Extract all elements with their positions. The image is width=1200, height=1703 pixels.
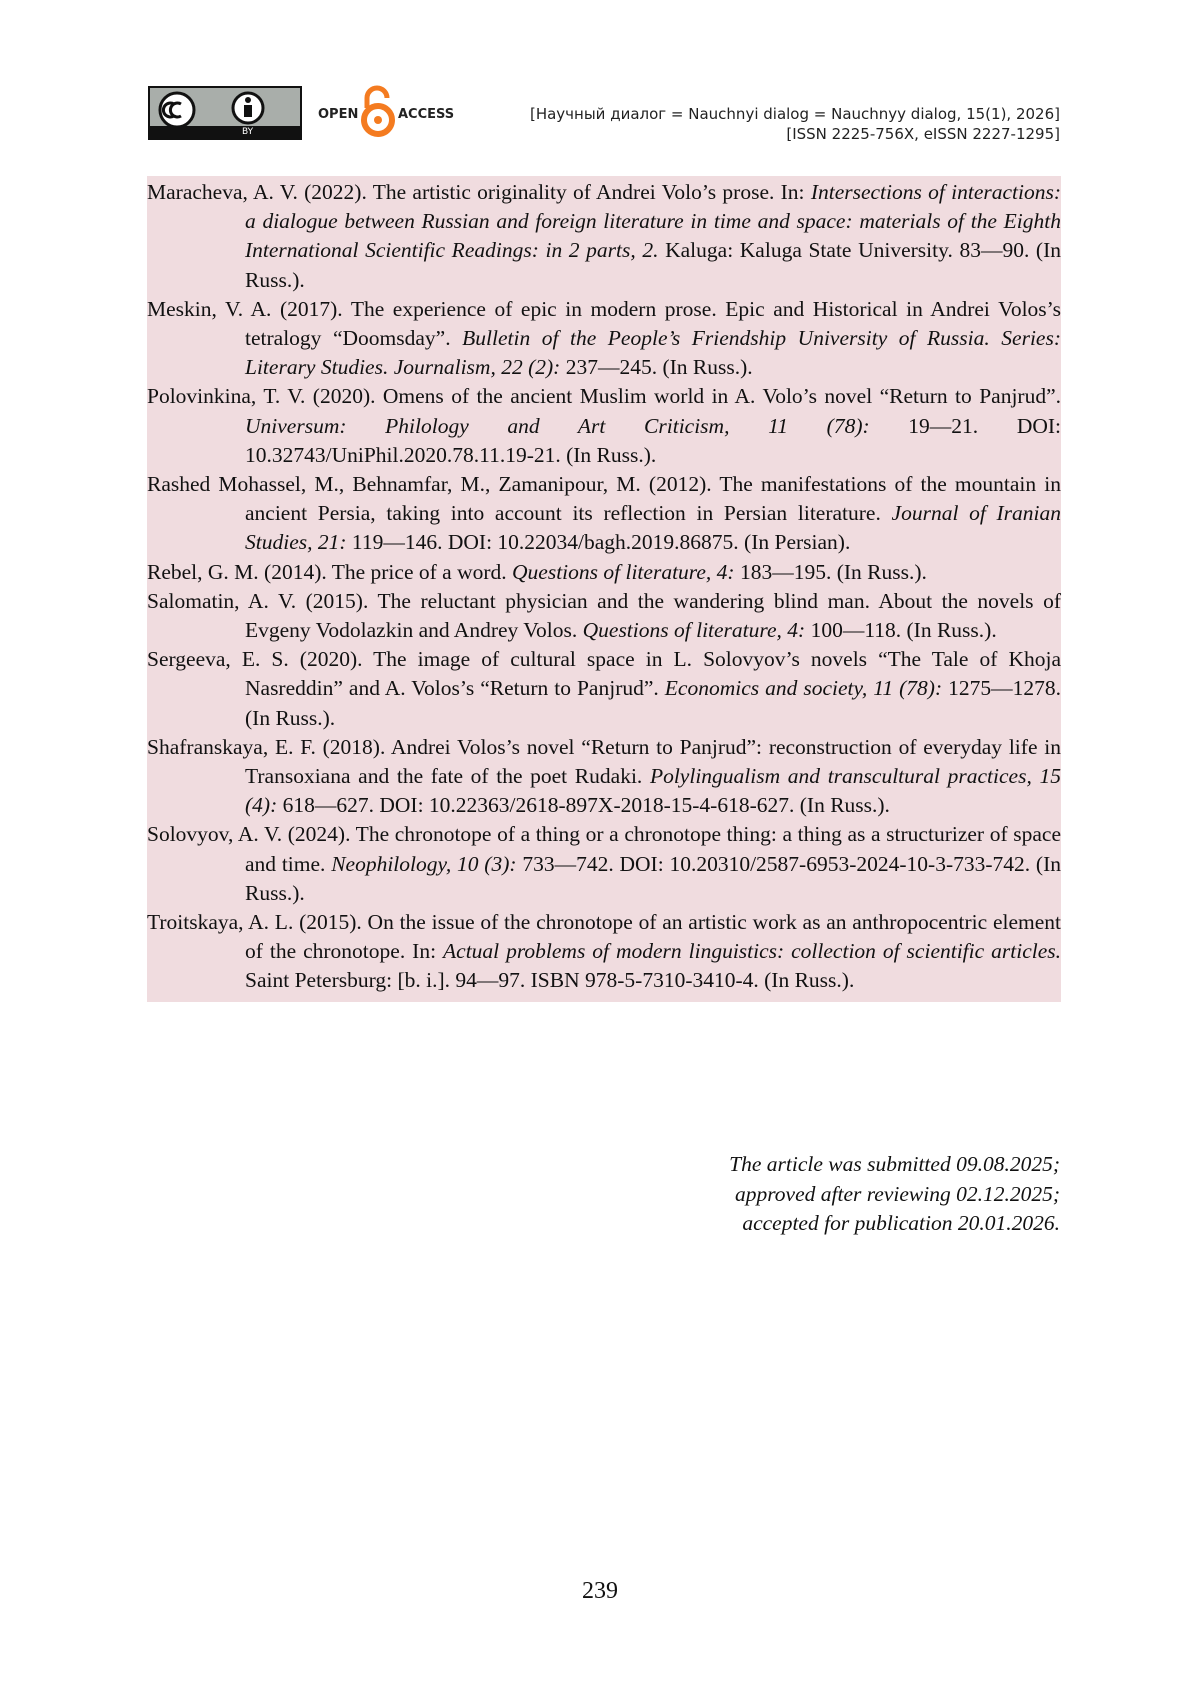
reference-item: Rebel, G. M. (2014). The price of a word. Questions of literature, 4: 183—195. (In Russ.). xyxy=(147,559,927,584)
article-dates xyxy=(729,1150,1060,1239)
reference-item: Shafranskaya, E. F. (2018). Andrei Volos’s novel “Return to Panjrud”: reconstruction of everyday life in Transoxiana and the fate of the poet Rudaki. Polylingualism and transcultural practices, 15 (4): 618—627. DOI: 10.22363/2618-897X-2018-15-4-618-627. (In Russ.). xyxy=(147,734,1061,818)
page-number: 239 xyxy=(582,1578,618,1604)
journal-meta xyxy=(530,104,1060,144)
approved-date: approved after reviewing 02.12.2025; xyxy=(734,1181,1060,1206)
accepted-date: accepted for publication 20.01.2026. xyxy=(742,1211,1060,1235)
journal-citation-line: [Научный диалог = Nauchnyi dialog = Nauchnyy dialog, 15(1), 2026] xyxy=(529,105,1060,123)
cc-by-license-badge[interactable] xyxy=(148,86,302,140)
by-label: BY xyxy=(150,126,300,138)
creative-commons-icon xyxy=(150,88,300,128)
reference-item: Meskin, V. A. (2017). The experience of epic in modern prose. Epic and Historical in Andrei Volos’s tetralogy “Doomsday”. Bulletin of the People’s Friendship University of Russia. Series: Literary Studies. Journalism, 22 (2): 237—245. (In Russ.). xyxy=(147,296,1061,380)
reference-item: Troitskaya, A. L. (2015). On the issue of the chronotope of an artistic work as an anthropocentric element of the chronotope. In: Actual problems of modern linguistics: collection of scientific articles. Saint Petersburg: [b. i.]. 94—97. ISBN 978-5-7310-3410-4. (In Russ.). xyxy=(147,910,1061,993)
reference-item: Rashed Mohassel, M., Behnamfar, M., Zamanipour, M. (2012). The manifestations of the mountain in ancient Persia, taking into account its reflection in Persian literature. Journal of Iranian Studies, 21: 119—146. DOI: 10.22034/bagh.2019.86875. (In Persian). xyxy=(147,472,1062,555)
reference-list xyxy=(147,176,1061,1002)
submitted-date: The article was submitted 09.08.2025; xyxy=(729,1152,1060,1176)
open-access-right-text: ACCESS xyxy=(398,107,455,122)
reference-item: Polovinkina, T. V. (2020). Omens of the ancient Muslim world in A. Volo’s novel “Return to Panjrud”. Universum: Philology and Art Criticism, 11 (78): 19—21. DOI: 10.32743/UniPhil.2020.78.11.19-21. (In Russ.). xyxy=(147,384,1062,467)
open-access-left-text: OPEN xyxy=(318,107,359,122)
reference-item: Salomatin, A. V. (2015). The reluctant physician and the wandering blind man. About the novels of Evgeny Vodolazkin and Andrey Volos. Questions of literature, 4: 100—118. (In Russ.). xyxy=(147,588,1061,643)
page-header xyxy=(148,84,1060,144)
reference-item: Maracheva, A. V. (2022). The artistic originality of Andrei Volo’s prose. In: Intersections of interactions: a dialogue between Russian and foreign literature in time and space: materials of the Eighth International Scientific Readings: in 2 parts, 2. Kaluga: Kaluga State University. 83—90. (In Russ.). xyxy=(147,180,1062,292)
issn-line: [ISSN 2225-756X, eISSN 2227-1295] xyxy=(786,125,1060,143)
open-access-logo[interactable] xyxy=(318,84,468,140)
reference-item: Solovyov, A. V. (2024). The chronotope of a thing or a chronotope thing: a thing as a structurizer of space and time. Neophilology, 10 (3): 733—742. DOI: 10.20310/2587-6953-2024-10-3-733-742. (In Russ.). xyxy=(147,822,1061,905)
open-access-icon xyxy=(318,84,468,140)
reference-item: Sergeeva, E. S. (2020). The image of cultural space in L. Solovyov’s novels “The Tale of Khoja Nasreddin” and A. Volos’s “Return to Panjrud”. Economics and society, 11 (78): 1275—1278. (In Russ.). xyxy=(147,647,1061,730)
